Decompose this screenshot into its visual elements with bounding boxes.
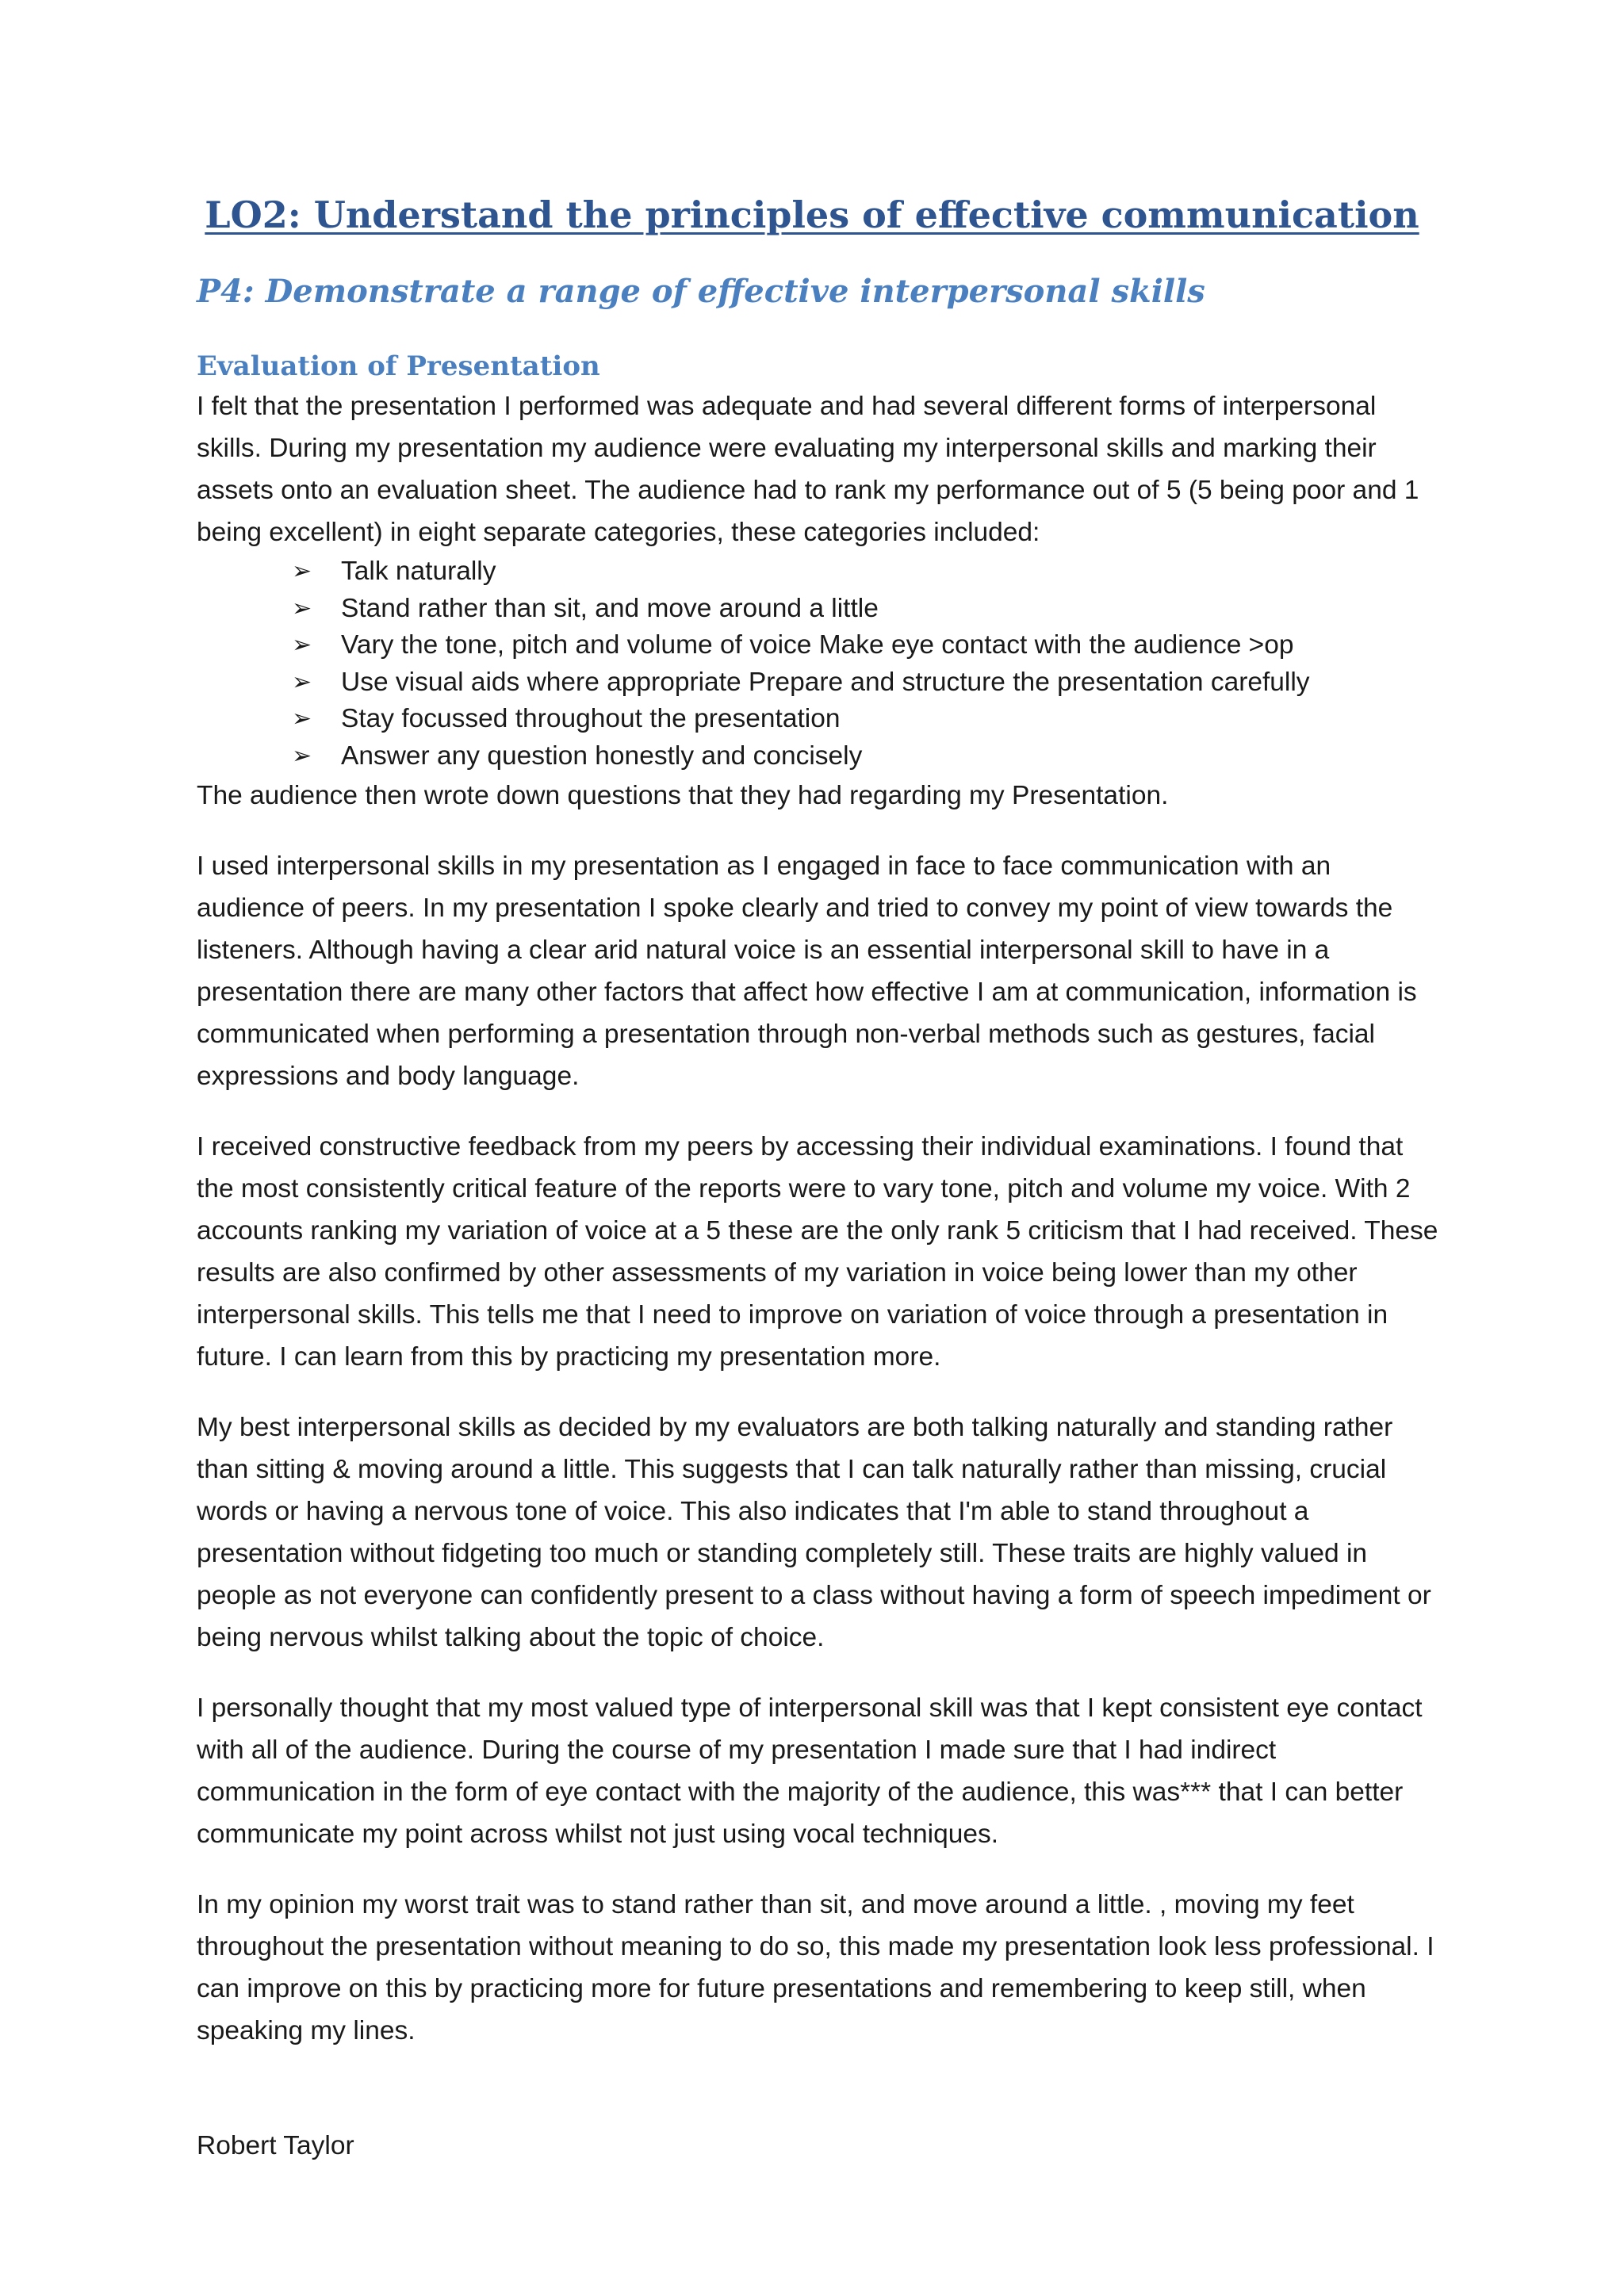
body-paragraph: My best interpersonal skills as decided by my evaluators are both talking naturally and standing rather than sitting & moving around a little. This suggests that I can talk naturally rather than missing, crucial words or having a nervous tone of voice. This also indicates that I'm able to stand throughout a presentation without fidgeting too much or standing completely still. These traits are highly valued in people as not everyone can confidently present to a class without having a form of speech impediment or being nervous whilst talking about the topic of choice.	[197, 1413, 1431, 1652]
body-paragraph: In my opinion my worst trait was to stand rather than sit, and move around a little. , moving my feet throughout the presentation without meaning to do so, this made my presentation look less professional. I can improve on this by practicing more for future presentations and remembering to keep still, when speaking my lines.	[197, 1890, 1434, 2045]
list-item: ➢ Vary the tone, pitch and volume of voice Make eye contact with the audience >op	[292, 627, 1442, 664]
arrow-bullet-icon: ➢	[292, 632, 312, 658]
list-item: ➢ Stay focussed throughout the presentation	[292, 701, 1442, 738]
list-item: ➢ Talk naturally	[292, 553, 1442, 591]
category-list	[197, 553, 1442, 775]
page-subtitle: P4: Demonstrate a range of effective interpersonal skills	[197, 273, 1205, 310]
after-list-paragraph: The audience then wrote down questions that they had regarding my Presentation.	[197, 781, 1169, 810]
arrow-bullet-icon: ➢	[292, 558, 312, 584]
arrow-bullet-icon: ➢	[292, 706, 312, 732]
list-item: ➢ Answer any question honestly and concisely	[292, 738, 1442, 775]
list-item: ➢ Stand rather than sit, and move around a little	[292, 591, 1442, 628]
arrow-bullet-icon: ➢	[292, 595, 312, 622]
page-title: LO2: Understand the principles of effective communication	[205, 193, 1419, 236]
section-heading: Evaluation of Presentation	[197, 350, 600, 382]
author-name: Robert Taylor	[197, 2131, 354, 2160]
list-item: ➢ Use visual aids where appropriate Prepare and structure the presentation carefully	[292, 664, 1442, 702]
body-paragraph: I used interpersonal skills in my presentation as I engaged in face to face communication with an audience of peers. In my presentation I spoke clearly and tried to convey my point of view towards the listeners. Although having a clear arid natural voice is an essential interpersonal skill to have in a presentation there are many other factors that affect how effective I am at communication, information is communicated when performing a presentation through non-verbal methods such as gestures, facial expressions and body language.	[197, 851, 1417, 1091]
document-body	[197, 385, 1442, 2080]
body-paragraph: I received constructive feedback from my peers by accessing their individual examinations. I found that the most consistently critical feature of the reports were to vary tone, pitch and volume my voice. With 2 accounts ranking my variation of voice at a 5 these are the only rank 5 criticism that I had received. These results are also confirmed by other assessments of my variation in voice being lower than my other interpersonal skills. This tells me that I need to improve on variation of voice through a presentation in future. I can learn from this by practicing my presentation more.	[197, 1132, 1438, 1372]
body-paragraph: I personally thought that my most valued type of interpersonal skill was that I kept consistent eye contact with all of the audience. During the course of my presentation I made sure that I had indirect communication in the form of eye contact with the majority of the audience, this was*** that I can better communicate my point across whilst not just using vocal techniques.	[197, 1693, 1423, 1849]
arrow-bullet-icon: ➢	[292, 668, 312, 695]
arrow-bullet-icon: ➢	[292, 742, 312, 769]
intro-paragraph: I felt that the presentation I performed was adequate and had several different forms of interpersonal skills. During my presentation my audience were evaluating my interpersonal skills and marking their assets onto an evaluation sheet. The audience had to rank my performance out of 5 (5 being poor and 1 being excellent) in eight separate categories, these categories included:	[197, 392, 1419, 547]
